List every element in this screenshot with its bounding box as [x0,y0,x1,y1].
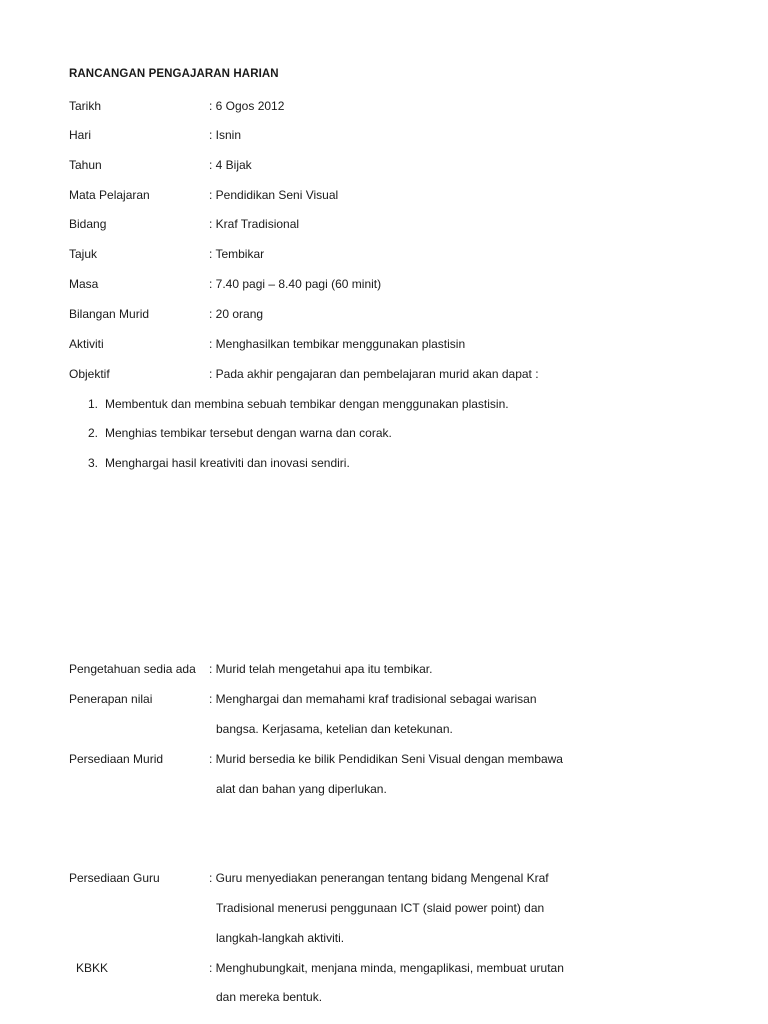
field-value-penerapan-nilai-cont: bangsa. Kerjasama, ketelian dan ketekunan. [216,722,453,736]
field-value-kbkk-cont: dan mereka bentuk. [216,990,323,1004]
field-label-hari: Hari [69,128,92,142]
field-value-penerapan-nilai: : Menghargai dan memahami kraf tradisional sebagai warisan [209,692,537,706]
field-value-masa: : 7.40 pagi – 8.40 pagi (60 minit) [209,277,382,291]
field-value-tarikh: : 6 Ogos 2012 [209,99,285,113]
field-value-pengetahuan: : Murid telah mengetahui apa itu tembikar. [209,662,433,676]
field-value-persediaan-murid: : Murid bersedia ke bilik Pendidikan Seni Visual dengan membawa [209,752,563,766]
field-label-tajuk: Tajuk [69,247,98,261]
field-value-bidang: : Kraf Tradisional [209,217,300,231]
field-value-kbkk: : Menghubungkait, menjana minda, mengaplikasi, membuat urutan [209,961,564,975]
field-value-tajuk: : Tembikar [209,247,265,261]
field-value-objektif: : Pada akhir pengajaran dan pembelajaran murid akan dapat : [209,367,539,381]
field-label-mata-pelajaran: Mata Pelajaran [69,188,150,202]
field-label-pengetahuan: Pengetahuan sedia ada [69,662,196,676]
field-label-bidang: Bidang [69,217,107,231]
field-label-penerapan-nilai: Penerapan nilai [69,692,153,706]
field-value-bilangan-murid: : 20 orang [209,307,264,321]
field-value-persediaan-murid-cont: alat dan bahan yang diperlukan. [216,782,387,796]
field-value-tahun: : 4 Bijak [209,158,252,172]
field-label-masa: Masa [69,277,99,291]
field-value-persediaan-guru: : Guru menyediakan penerangan tentang bidang Mengenal Kraf [209,871,549,885]
objective-number: 3. [88,456,99,470]
objective-number: 2. [88,426,99,440]
field-label-tarikh: Tarikh [69,99,102,113]
field-label-objektif: Objektif [69,367,110,381]
field-label-bilangan-murid: Bilangan Murid [69,307,150,321]
objective-item: Menghias tembikar tersebut dengan warna dan corak. [105,426,392,440]
objective-item: Menghargai hasil kreativiti dan inovasi sendiri. [105,456,350,470]
field-label-persediaan-guru: Persediaan Guru [69,871,160,885]
field-label-persediaan-murid: Persediaan Murid [69,752,164,766]
objective-item: Membentuk dan membina sebuah tembikar dengan menggunakan plastisin. [105,397,509,411]
objective-number: 1. [88,397,99,411]
field-value-persediaan-guru-cont1: Tradisional menerusi penggunaan ICT (slaid power point) dan [216,901,545,915]
document-title: RANCANGAN PENGAJARAN HARIAN [69,68,279,80]
field-value-aktiviti: : Menghasilkan tembikar menggunakan plastisin [209,337,466,351]
field-value-mata-pelajaran: : Pendidikan Seni Visual [209,188,339,202]
field-label-aktiviti: Aktiviti [69,337,104,351]
field-label-kbkk: KBKK [76,961,109,975]
field-value-hari: : Isnin [209,128,242,142]
field-value-persediaan-guru-cont2: langkah-langkah aktiviti. [216,931,345,945]
field-label-tahun: Tahun [69,158,102,172]
